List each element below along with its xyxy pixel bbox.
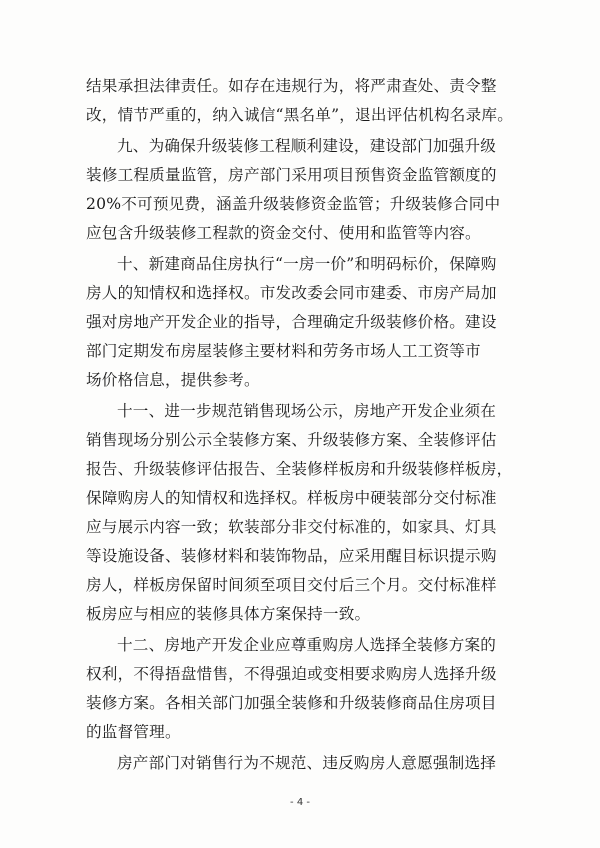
paragraph-10-start: 十、新建商品住房执行“一房一价”和明码标价，保障购: [117, 255, 497, 273]
page-number: - 4 -: [290, 797, 310, 808]
text-line: 场价格信息，提供参考。: [86, 371, 260, 389]
text-line: 房人的知情权和选择权。市发改委会同市建委、市房产局加: [86, 284, 497, 302]
text-line: 的监督管理。: [86, 723, 181, 741]
text-line: 板房应与相应的装修具体方案保持一致。: [86, 605, 371, 623]
text-line: 结果承担法律责任。如存在违规行为，将严肃查处、责令整: [86, 77, 497, 95]
document-body: [86, 72, 516, 778]
text-line: 房人，样板房保留时间须至项目交付后三个月。交付标准样: [86, 576, 497, 594]
paragraph-12-start: 十二、房地产开发企业应尊重购房人选择全装修方案的: [117, 636, 497, 654]
paragraph-9-start: 九、为确保升级装修工程顺利建设，建设部门加强升级: [117, 137, 497, 155]
text-line: 强对房地产开发企业的指导，合理确定升级装修价格。建设: [86, 313, 497, 331]
paragraph-11-start: 十一、进一步规范销售现场公示，房地产开发企业须在: [117, 402, 497, 420]
text-line: 保障购房人的知情权和选择权。样板房中硬装部分交付标准: [86, 489, 497, 507]
text-line: 装修工程质量监管，房产部门采用项目预售资金监管额度的: [86, 166, 497, 184]
text-line: 装修方案。各相关部门加强全装修和升级装修商品住房项目: [86, 694, 497, 712]
text-line: 应包含升级装修工程款的资金交付、使用和监管等内容。: [86, 224, 481, 242]
text-line: 等设施设备、装修材料和装饰物品，应采用醒目标识提示购: [86, 547, 497, 565]
text-line: 权利，不得捂盘惜售，不得强迫或变相要求购房人选择升级: [86, 665, 497, 683]
text-line: 20%不可预见费，涵盖升级装修资金监管；升级装修合同中: [86, 195, 501, 213]
text-line: 报告、升级装修评估报告、全装修样板房和升级装修样板房，: [86, 460, 513, 478]
text-line: 销售现场分别公示全装修方案、升级装修方案、全装修评估: [86, 431, 497, 449]
text-line: 应与展示内容一致；软装部分非交付标准的，如家具、灯具: [86, 518, 497, 536]
text-line: 改，情节严重的，纳入诚信“黑名单”，退出评估机构名录库。: [86, 106, 513, 124]
paragraph-next-start: 房产部门对销售行为不规范、违反购房人意愿强制选择: [117, 754, 497, 772]
text-line: 部门定期发布房屋装修主要材料和劳务市场人工工资等市: [86, 342, 481, 360]
